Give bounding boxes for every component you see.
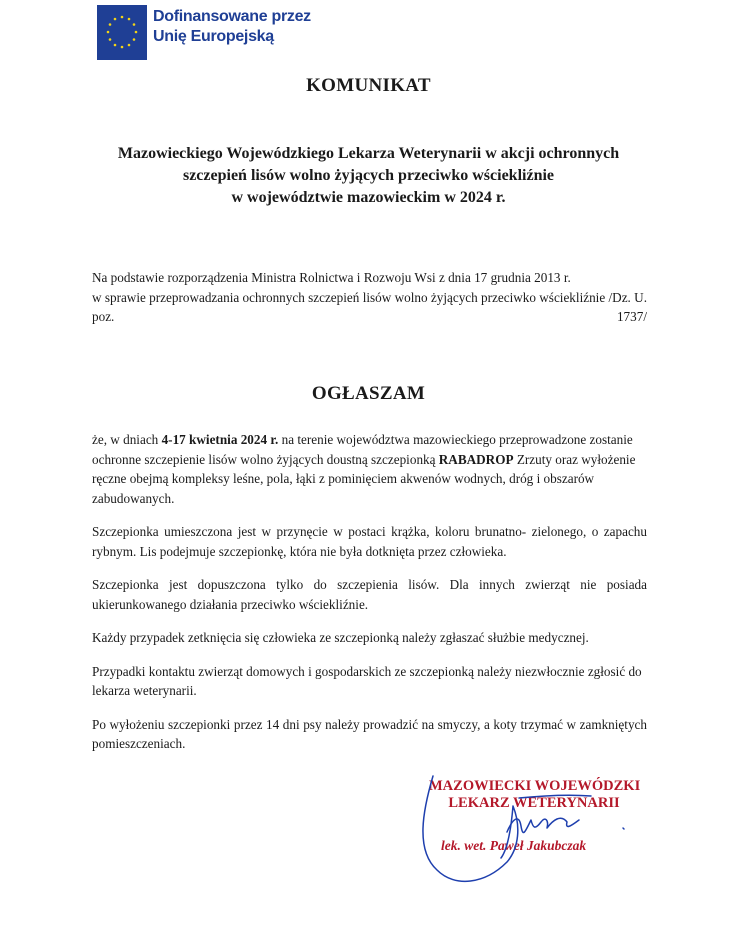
eu-text-line2: Unię Europejską <box>153 28 274 45</box>
announce-heading: OGŁASZAM <box>311 383 426 404</box>
subtitle-line2: szczepień lisów wolno żyjących przeciwko wściekliźnie <box>182 167 555 184</box>
stamp-line2: LEKARZ WETERYNARII <box>448 795 620 811</box>
stamp-line1: MAZOWIECKI WOJEWÓDZKI <box>429 778 641 794</box>
paragraph-human-contact: Każdy przypadek zetknięcia się człowieka ze szczepionką należy zgłaszać służbie medycznej. <box>92 630 589 645</box>
legal-basis <box>92 268 647 327</box>
document-subtitle <box>0 143 737 209</box>
paragraph-foxes-only: Szczepionka jest dopuszczona tylko do szczepienia lisów. Dla innych zwierząt nie posiada ukierunkowanego działania przeciwko wściekliźnie. <box>92 577 647 612</box>
paragraph-bait: Szczepionka umieszczona jest w przynęcie w postaci krążka, koloru brunatno- zielonego, o zapachu rybnym. Lis podejmuje szczepionkę, która nie była dotknięta przez człowieka. <box>92 524 647 559</box>
campaign-dates: 4-17 kwietnia 2024 r. <box>161 432 279 447</box>
paragraph-dates <box>92 430 647 508</box>
legal-basis-line1: Na podstawie rozporządzenia Ministra Rolnictwa i Rozwoju Wsi z dnia 17 grudnia 2013 r. <box>92 270 571 285</box>
signature-icon <box>415 770 645 910</box>
stamp-name: lek. wet. Paweł Jakubczak <box>441 838 587 853</box>
eu-flag-icon <box>97 5 147 60</box>
p1-text-b: na terenie województwa mazowieckiego przeprowadzone zostanie ochronne szczepienie lisów wolno żyjących doustną szczepionką <box>92 432 633 467</box>
legal-basis-line2: w sprawie przeprowadzania ochronnych szczepień lisów wolno żyjących przeciwko wściekliźnie /Dz. U. poz. 1737/ <box>92 289 647 324</box>
eu-funding-logo <box>97 5 311 60</box>
paragraph-pets: Po wyłożeniu szczepionki przez 14 dni psy należy prowadzić na smyczy, a koty trzymać w zamkniętych pomieszczeniach. <box>92 716 647 751</box>
subtitle-line1: Mazowieckiego Wojewódzkiego Lekarza Weterynarii w akcji ochronnych <box>117 145 620 162</box>
vaccine-name: RABADROP <box>438 451 514 467</box>
eu-funding-text <box>153 7 311 47</box>
eu-text-line1: Dofinansowane przez <box>153 8 311 25</box>
paragraph-animal-contact: Przypadki kontaktu zwierząt domowych i gospodarskich ze szczepionką należy niezwłocznie zgłosić do lekarza weterynarii. <box>92 663 642 698</box>
announcement-body <box>92 430 647 768</box>
official-stamp <box>415 770 645 910</box>
p1-text-c: Zrzuty oraz wyłożenie ręczne obejmą kompleksy leśne, pola, łąki z pominięciem akwenów wodnych, dróg i obszarów zabudowanych. <box>92 451 636 506</box>
p1-text-a: że, w dniach <box>92 432 162 447</box>
document-title: KOMUNIKAT <box>306 75 431 96</box>
subtitle-line3: w województwie mazowieckim w 2024 r. <box>231 189 506 206</box>
